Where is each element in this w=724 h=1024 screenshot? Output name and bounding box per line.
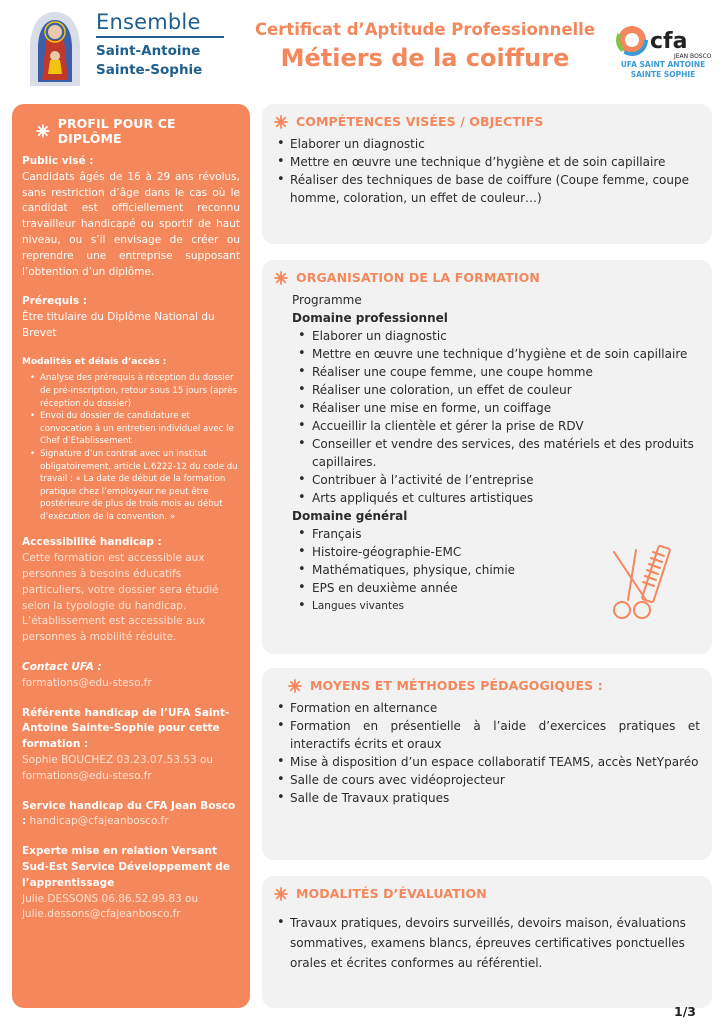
list-item: • Langues vivantes xyxy=(274,597,700,615)
page-title: Métiers de la coiffure xyxy=(280,44,570,72)
list-item: • Réaliser une mise en forme, un coiffage xyxy=(274,399,700,417)
public-label: Public visé : xyxy=(22,155,94,167)
competences-list xyxy=(274,135,700,207)
prereq-text: Être titulaire du Diplôme National du Brevet xyxy=(22,311,215,339)
cfa-logo-sub: JEAN BOSCO xyxy=(674,53,712,60)
sparkle-icon xyxy=(274,115,288,129)
public-block xyxy=(22,154,240,280)
list-item: • Mise à disposition d’un espace collaboratif TEAMS, accès NetYparéo xyxy=(274,753,700,771)
prereq-label: Prérequis : xyxy=(22,295,87,308)
sparkle-icon xyxy=(274,887,288,901)
experte-text: Julie DESSONS 06.86.52.99.83 ou julie.dessons@cfajeanbosco.fr xyxy=(22,892,199,921)
programme-label: Programme xyxy=(292,293,362,307)
list-item: • Salle de Travaux pratiques xyxy=(274,789,700,807)
evaluation-heading xyxy=(274,886,700,901)
organisation-heading-text: ORGANISATION DE LA FORMATION xyxy=(296,270,540,285)
list-item: • Signature d’un contrat avec un institut obligatoirement, article L.6222-12 du code du travail : « La date de début de la formation pratique chez l’employeur ne peut être postérieure de plus de trois mois au début d’exécution de la convention. » xyxy=(30,448,240,524)
contact-email-link[interactable]: formations@edu-steso.fr xyxy=(22,676,152,689)
modalites-block xyxy=(22,356,240,524)
experte-block xyxy=(22,844,240,923)
profile-panel xyxy=(12,104,250,1008)
page-header xyxy=(0,0,724,96)
list-item: • Elaborer un diagnostic xyxy=(274,135,700,153)
cfa-logo-text: cfa xyxy=(650,29,688,54)
list-item: • Envoi du dossier de candidature et convocation à un entretien individuel avec le Chef d’Etablissement xyxy=(30,410,240,448)
modalites-list xyxy=(22,372,240,523)
list-item: • Réaliser une coupe femme, une coupe homme xyxy=(274,363,700,381)
school-line-2: Sainte-Sophie xyxy=(96,62,203,78)
service-label: Service handicap du CFA Jean Bosco : xyxy=(22,799,236,828)
list-item: • Mathématiques, physique, chimie xyxy=(274,561,700,579)
list-item: • EPS en deuxième année xyxy=(274,579,700,597)
organisation-heading xyxy=(274,270,700,285)
page-number: 1/3 xyxy=(674,1004,696,1019)
organisation-panel xyxy=(262,260,712,654)
list-item: • Formation en alternance xyxy=(274,699,700,717)
sparkle-icon xyxy=(36,124,50,138)
experte-label: Experte mise en relation Versant Sud-Est Service Développement de l’apprentissage xyxy=(22,845,230,889)
evaluation-heading-text: MODALITÉS D’ÉVALUATION xyxy=(296,886,487,901)
moyens-heading-text: MOYENS ET MÉTHODES PÉDAGOGIQUES : xyxy=(310,678,603,693)
competences-heading xyxy=(274,114,700,129)
list-item: • Réaliser une coloration, un effet de couleur xyxy=(274,381,700,399)
referente-text: Sophie BOUCHEZ 03.23.07.53.53 ou formations@edu-steso.fr xyxy=(22,754,214,782)
access-text: Cette formation est accessible aux personnes à besoins éducatifs particuliers, votre dossier sera étudié selon la typologie du handicap. L’établissement est accessible aux personnes à mobilité réduite. xyxy=(22,552,219,644)
service-block xyxy=(22,799,240,831)
moyens-list xyxy=(274,699,700,807)
public-text: Candidats âgés de 16 à 29 ans révolus, sans restriction d’âge dans le cas où le candidat est officiellement reconnu travailleur handicapé ou sportif de haut niveau, ou s’il envisage de créer ou reprendre une entreprise supposant l’obtention d’un diplôme. xyxy=(22,170,240,278)
list-item: • Mettre en œuvre une technique d’hygiène et de soin capillaire xyxy=(274,345,700,363)
list-item: • Formation en présentielle à l’aide d’exercices pratiques et interactifs écrits et oraux xyxy=(274,717,700,753)
service-email-link[interactable]: handicap@cfajeanbosco.fr xyxy=(29,815,169,828)
referente-block xyxy=(22,706,240,785)
prereq-block xyxy=(22,294,240,341)
modalites-label: Modalités et délais d’accès : xyxy=(22,356,167,367)
moyens-heading xyxy=(274,678,700,693)
cfa-caption xyxy=(608,60,718,80)
gen-domain-heading: Domaine général xyxy=(292,509,408,523)
contact-label: Contact UFA : xyxy=(22,661,102,674)
list-item: • Mettre en œuvre une technique d’hygiène et de soin capillaire xyxy=(274,153,700,171)
competences-heading-text: COMPÉTENCES VISÉES / OBJECTIFS xyxy=(296,114,544,129)
sparkle-icon xyxy=(274,271,288,285)
certificate-title: Certificat d’Aptitude Professionnelle xyxy=(254,20,596,39)
school-line-1: Saint-Antoine xyxy=(96,43,201,59)
list-item: • Salle de cours avec vidéoprojecteur xyxy=(274,771,700,789)
list-item: • Travaux pratiques, devoirs surveillés, devoirs maison, évaluations sommatives, examens blancs, épreuves certificatives ponctuelles orales et écrites conformes au référentiel. xyxy=(274,913,700,973)
list-item: • Contribuer à l’activité de l’entreprise xyxy=(274,471,700,489)
list-item: • Arts appliqués et cultures artistiques xyxy=(274,489,700,507)
ensemble-label: Ensemble xyxy=(96,10,201,34)
profile-heading xyxy=(22,116,240,146)
referente-label: Référente handicap de l’UFA Saint-Antoine Sainte-Sophie pour cette formation : xyxy=(22,706,230,751)
list-item: • Histoire-géographie-EMC xyxy=(274,543,700,561)
school-name xyxy=(96,10,226,80)
competences-panel xyxy=(262,104,712,244)
access-label: Accessibilité handicap : xyxy=(22,536,162,549)
scissors-comb-icon xyxy=(606,544,678,624)
pro-domain-heading: Domaine professionnel xyxy=(292,311,448,325)
list-item: • Français xyxy=(274,525,700,543)
list-item: • Accueillir la clientèle et gérer la prise de RDV xyxy=(274,417,700,435)
access-block xyxy=(22,535,240,646)
evaluation-panel xyxy=(262,876,712,1008)
evaluation-list xyxy=(274,913,700,973)
cfa-caption-line-2: SAINTE SOPHIE xyxy=(630,70,696,79)
moyens-panel xyxy=(262,668,712,860)
contact-block xyxy=(22,660,240,692)
list-item: • Conseiller et vendre des services, des matériels et des produits capillaires. xyxy=(274,435,700,471)
divider xyxy=(96,36,224,38)
list-item: • Analyse des prérequis à réception du dossier de pré-inscription, retour sous 15 jours (après réception du dossier) xyxy=(30,372,240,410)
madonna-logo-icon xyxy=(20,8,90,88)
pro-domain-list xyxy=(274,327,700,507)
list-item: • Elaborer un diagnostic xyxy=(274,327,700,345)
list-item: • Réaliser des techniques de base de coiffure (Coupe femme, coupe homme, coloration, un effet de couleur…) xyxy=(274,171,700,207)
cfa-caption-line-1: UFA SAINT ANTOINE xyxy=(620,60,706,69)
sparkle-icon xyxy=(288,679,302,693)
profile-heading-text: PROFIL POUR CE DIPLÔME xyxy=(57,116,176,146)
